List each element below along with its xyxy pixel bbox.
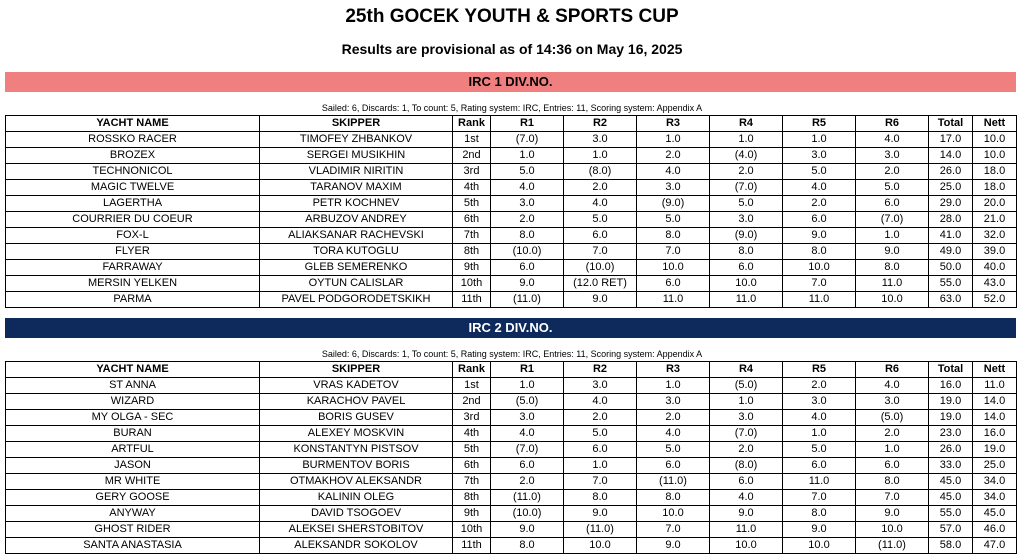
table-cell: 9.0 xyxy=(491,522,564,538)
table-cell: 25.0 xyxy=(929,180,973,196)
table-cell: 2.0 xyxy=(491,212,564,228)
table-cell: 45.0 xyxy=(973,506,1017,522)
table-row xyxy=(6,522,1017,538)
table-cell: 10.0 xyxy=(783,538,856,554)
table-cell: ANYWAY xyxy=(6,506,260,522)
column-header: Total xyxy=(929,362,973,378)
table-cell: 1.0 xyxy=(783,132,856,148)
column-header: R4 xyxy=(710,362,783,378)
table-row xyxy=(6,426,1017,442)
table-cell: 7.0 xyxy=(564,474,637,490)
table-cell: ARBUZOV ANDREY xyxy=(260,212,453,228)
column-header: YACHT NAME xyxy=(6,116,260,132)
column-header: R1 xyxy=(491,362,564,378)
table-cell: 40.0 xyxy=(973,260,1017,276)
table-cell: 11.0 xyxy=(710,292,783,308)
column-header: R2 xyxy=(564,362,637,378)
table-cell: 11.0 xyxy=(783,474,856,490)
table-cell: 10.0 xyxy=(973,148,1017,164)
table-cell: 8th xyxy=(453,244,491,260)
table-cell: 2.0 xyxy=(564,410,637,426)
table-cell: 49.0 xyxy=(929,244,973,260)
table-cell: 3.0 xyxy=(710,410,783,426)
table-cell: BORIS GUSEV xyxy=(260,410,453,426)
table-cell: 6th xyxy=(453,212,491,228)
table-cell: 8th xyxy=(453,490,491,506)
table-cell: 6.0 xyxy=(710,474,783,490)
table-cell: 10.0 xyxy=(973,132,1017,148)
table-cell: 10.0 xyxy=(710,276,783,292)
table-cell: 3.0 xyxy=(783,148,856,164)
table-cell: 3.0 xyxy=(637,394,710,410)
table-cell: (11.0) xyxy=(856,538,929,554)
table-cell: ALEXEY MOSKVIN xyxy=(260,426,453,442)
table-cell: 58.0 xyxy=(929,538,973,554)
table-cell: MAGIC TWELVE xyxy=(6,180,260,196)
table-cell: 9.0 xyxy=(856,506,929,522)
table-cell: 2.0 xyxy=(710,164,783,180)
table-cell: 7.0 xyxy=(856,490,929,506)
division-header-irc1: IRC 1 DIV.NO. xyxy=(5,72,1016,92)
page-title: 25th GOCEK YOUTH & SPORTS CUP xyxy=(345,6,679,27)
table-cell: 19.0 xyxy=(929,410,973,426)
table-cell: 1.0 xyxy=(710,394,783,410)
results-table-irc1 xyxy=(5,115,1017,308)
table-cell: 8.0 xyxy=(491,228,564,244)
table-cell: (9.0) xyxy=(637,196,710,212)
table-cell: FARRAWAY xyxy=(6,260,260,276)
table-cell: 45.0 xyxy=(929,490,973,506)
table-cell: 2.0 xyxy=(783,196,856,212)
table-cell: 8.0 xyxy=(564,490,637,506)
table-cell: 6.0 xyxy=(564,442,637,458)
table-row xyxy=(6,228,1017,244)
table-cell: MR WHITE xyxy=(6,474,260,490)
table-cell: FOX-L xyxy=(6,228,260,244)
table-cell: BURAN xyxy=(6,426,260,442)
table-cell: MERSIN YELKEN xyxy=(6,276,260,292)
table-cell: 8.0 xyxy=(856,260,929,276)
table-cell: 9.0 xyxy=(856,244,929,260)
table-cell: ST ANNA xyxy=(6,378,260,394)
table-cell: 9.0 xyxy=(783,228,856,244)
table-cell: 16.0 xyxy=(929,378,973,394)
table-row xyxy=(6,474,1017,490)
table-cell: 10.0 xyxy=(856,522,929,538)
table-cell: 43.0 xyxy=(973,276,1017,292)
table-cell: FLYER xyxy=(6,244,260,260)
table-cell: 5.0 xyxy=(783,164,856,180)
table-cell: KARACHOV PAVEL xyxy=(260,394,453,410)
table-cell: 3.0 xyxy=(491,196,564,212)
table-cell: 4.0 xyxy=(856,378,929,394)
table-cell: TIMOFEY ZHBANKOV xyxy=(260,132,453,148)
table-cell: (9.0) xyxy=(710,228,783,244)
table-cell: 7th xyxy=(453,228,491,244)
table-cell: 10.0 xyxy=(783,260,856,276)
table-cell: 10.0 xyxy=(637,506,710,522)
table-cell: GERY GOOSE xyxy=(6,490,260,506)
table-cell: 4.0 xyxy=(491,426,564,442)
table-cell: 25.0 xyxy=(973,458,1017,474)
table-row xyxy=(6,212,1017,228)
table-row xyxy=(6,458,1017,474)
table-row xyxy=(6,244,1017,260)
table-cell: 3.0 xyxy=(564,132,637,148)
table-cell: PARMA xyxy=(6,292,260,308)
table-cell: 5.0 xyxy=(564,212,637,228)
column-header: R5 xyxy=(783,116,856,132)
table-cell: 26.0 xyxy=(929,442,973,458)
table-cell: 5.0 xyxy=(637,442,710,458)
table-cell: JASON xyxy=(6,458,260,474)
column-header: SKIPPER xyxy=(260,362,453,378)
column-header: YACHT NAME xyxy=(6,362,260,378)
table-cell: 9th xyxy=(453,260,491,276)
table-cell: 8.0 xyxy=(783,506,856,522)
table-cell: 11.0 xyxy=(783,292,856,308)
table-cell: 18.0 xyxy=(973,164,1017,180)
column-header: Rank xyxy=(453,116,491,132)
table-cell: 4.0 xyxy=(491,180,564,196)
table-cell: 10th xyxy=(453,522,491,538)
table-cell: 5th xyxy=(453,196,491,212)
table-cell: 9.0 xyxy=(783,522,856,538)
table-cell: (11.0) xyxy=(491,292,564,308)
table-cell: 34.0 xyxy=(973,474,1017,490)
table-cell: OTMAKHOV ALEKSANDR xyxy=(260,474,453,490)
table-cell: 4th xyxy=(453,180,491,196)
table-cell: 6.0 xyxy=(710,260,783,276)
table-cell: 11.0 xyxy=(856,276,929,292)
table-cell: GHOST RIDER xyxy=(6,522,260,538)
table-cell: 4.0 xyxy=(783,410,856,426)
table-cell: BURMENTOV BORIS xyxy=(260,458,453,474)
column-header: R1 xyxy=(491,116,564,132)
table-cell: (11.0) xyxy=(491,490,564,506)
table-cell: 11.0 xyxy=(973,378,1017,394)
table-cell: 6.0 xyxy=(637,458,710,474)
column-header: Rank xyxy=(453,362,491,378)
table-cell: WIZARD xyxy=(6,394,260,410)
table-cell: 4.0 xyxy=(710,490,783,506)
table-cell: 11th xyxy=(453,538,491,554)
table-cell: 21.0 xyxy=(973,212,1017,228)
table-cell: (7.0) xyxy=(856,212,929,228)
table-header-row xyxy=(6,362,1017,378)
table-row xyxy=(6,276,1017,292)
table-cell: 4.0 xyxy=(637,164,710,180)
table-cell: 1st xyxy=(453,132,491,148)
table-cell: 3rd xyxy=(453,164,491,180)
table-cell: TARANOV MAXIM xyxy=(260,180,453,196)
table-cell: 3.0 xyxy=(856,394,929,410)
table-cell: ALIAKSANAR RACHEVSKI xyxy=(260,228,453,244)
table-cell: 2.0 xyxy=(856,164,929,180)
table-cell: 1.0 xyxy=(856,442,929,458)
table-cell: 14.0 xyxy=(973,410,1017,426)
column-header: R3 xyxy=(637,116,710,132)
table-cell: 63.0 xyxy=(929,292,973,308)
column-header: Nett xyxy=(973,116,1017,132)
table-cell: 7.0 xyxy=(783,276,856,292)
table-cell: 9.0 xyxy=(637,538,710,554)
table-cell: 7.0 xyxy=(637,244,710,260)
table-cell: ARTFUL xyxy=(6,442,260,458)
table-cell: 5.0 xyxy=(491,164,564,180)
table-cell: SERGEI MUSIKHIN xyxy=(260,148,453,164)
table-cell: 9.0 xyxy=(564,506,637,522)
table-cell: 28.0 xyxy=(929,212,973,228)
table-cell: 7.0 xyxy=(564,244,637,260)
table-cell: ROSSKO RACER xyxy=(6,132,260,148)
table-row xyxy=(6,260,1017,276)
table-cell: 20.0 xyxy=(973,196,1017,212)
table-cell: 9.0 xyxy=(710,506,783,522)
table-cell: 5th xyxy=(453,442,491,458)
table-row xyxy=(6,442,1017,458)
table-cell: (7.0) xyxy=(710,426,783,442)
table-cell: 10.0 xyxy=(856,292,929,308)
column-header: R4 xyxy=(710,116,783,132)
table-cell: 8.0 xyxy=(710,244,783,260)
table-cell: 26.0 xyxy=(929,164,973,180)
column-header: R3 xyxy=(637,362,710,378)
table-cell: 6th xyxy=(453,458,491,474)
table-cell: LAGERTHA xyxy=(6,196,260,212)
table-cell: 6.0 xyxy=(783,212,856,228)
table-cell: 3.0 xyxy=(710,212,783,228)
table-cell: TORA KUTOGLU xyxy=(260,244,453,260)
table-cell: 3.0 xyxy=(783,394,856,410)
table-cell: 11.0 xyxy=(637,292,710,308)
table-cell: (12.0 RET) xyxy=(564,276,637,292)
table-cell: 23.0 xyxy=(929,426,973,442)
table-cell: 1.0 xyxy=(710,132,783,148)
table-cell: BROZEX xyxy=(6,148,260,164)
table-cell: 6.0 xyxy=(783,458,856,474)
table-cell: 4.0 xyxy=(564,394,637,410)
division-header-irc2: IRC 2 DIV.NO. xyxy=(5,318,1016,338)
table-row xyxy=(6,394,1017,410)
table-cell: 3.0 xyxy=(491,410,564,426)
table-cell: 1.0 xyxy=(564,458,637,474)
table-cell: 9.0 xyxy=(491,276,564,292)
table-row xyxy=(6,490,1017,506)
table-cell: 10.0 xyxy=(564,538,637,554)
table-cell: 2.0 xyxy=(564,180,637,196)
table-row xyxy=(6,506,1017,522)
table-cell: 5.0 xyxy=(637,212,710,228)
column-header: SKIPPER xyxy=(260,116,453,132)
table-cell: 1.0 xyxy=(637,378,710,394)
table-cell: 1.0 xyxy=(564,148,637,164)
division-meta-irc1: Sailed: 6, Discards: 1, To count: 5, Rating system: IRC, Entries: 11, Scoring system: Appendix A xyxy=(321,103,703,113)
table-cell: 6.0 xyxy=(491,458,564,474)
table-cell: 2.0 xyxy=(856,426,929,442)
table-cell: 55.0 xyxy=(929,276,973,292)
table-cell: 5.0 xyxy=(856,180,929,196)
table-cell: 3.0 xyxy=(564,378,637,394)
table-cell: 10th xyxy=(453,276,491,292)
column-header: R2 xyxy=(564,116,637,132)
table-cell: MY OLGA - SEC xyxy=(6,410,260,426)
table-cell: 34.0 xyxy=(973,490,1017,506)
table-cell: 1.0 xyxy=(491,148,564,164)
table-cell: 3.0 xyxy=(637,180,710,196)
table-cell: 1.0 xyxy=(491,378,564,394)
table-cell: OYTUN CALISLAR xyxy=(260,276,453,292)
table-cell: (5.0) xyxy=(710,378,783,394)
table-cell: (7.0) xyxy=(710,180,783,196)
table-cell: 6.0 xyxy=(491,260,564,276)
table-row xyxy=(6,180,1017,196)
table-cell: 14.0 xyxy=(929,148,973,164)
table-cell: 1st xyxy=(453,378,491,394)
table-cell: 1.0 xyxy=(856,228,929,244)
table-cell: 33.0 xyxy=(929,458,973,474)
table-cell: 2.0 xyxy=(491,474,564,490)
table-row xyxy=(6,196,1017,212)
table-cell: 5.0 xyxy=(564,426,637,442)
table-cell: (11.0) xyxy=(564,522,637,538)
table-cell: 2.0 xyxy=(637,148,710,164)
table-cell: 2nd xyxy=(453,148,491,164)
table-cell: VLADIMIR NIRITIN xyxy=(260,164,453,180)
division-meta-irc2: Sailed: 6, Discards: 1, To count: 5, Rating system: IRC, Entries: 11, Scoring system: Appendix A xyxy=(321,349,703,359)
table-cell: ALEKSANDR SOKOLOV xyxy=(260,538,453,554)
table-cell: 5.0 xyxy=(710,196,783,212)
table-cell: 14.0 xyxy=(973,394,1017,410)
table-cell: 16.0 xyxy=(973,426,1017,442)
table-cell: 10.0 xyxy=(637,260,710,276)
table-cell: PETR KOCHNEV xyxy=(260,196,453,212)
table-cell: (7.0) xyxy=(491,132,564,148)
table-cell: 55.0 xyxy=(929,506,973,522)
table-cell: (8.0) xyxy=(564,164,637,180)
column-header: R6 xyxy=(856,362,929,378)
table-cell: (5.0) xyxy=(491,394,564,410)
table-cell: 57.0 xyxy=(929,522,973,538)
table-cell: 2.0 xyxy=(710,442,783,458)
table-cell: 6.0 xyxy=(637,276,710,292)
table-cell: 6.0 xyxy=(564,228,637,244)
table-cell: 3.0 xyxy=(856,148,929,164)
table-cell: 6.0 xyxy=(856,196,929,212)
table-cell: GLEB SEMERENKO xyxy=(260,260,453,276)
table-cell: 8.0 xyxy=(491,538,564,554)
table-cell: 4.0 xyxy=(637,426,710,442)
table-cell: (10.0) xyxy=(564,260,637,276)
table-cell: DAVID TSOGOEV xyxy=(260,506,453,522)
table-cell: (11.0) xyxy=(637,474,710,490)
table-row xyxy=(6,410,1017,426)
table-cell: 32.0 xyxy=(973,228,1017,244)
table-cell: 4.0 xyxy=(564,196,637,212)
table-cell: 8.0 xyxy=(637,228,710,244)
column-header: Total xyxy=(929,116,973,132)
table-cell: 41.0 xyxy=(929,228,973,244)
table-cell: 47.0 xyxy=(973,538,1017,554)
table-cell: KONSTANTYN PISTSOV xyxy=(260,442,453,458)
table-cell: 52.0 xyxy=(973,292,1017,308)
table-row xyxy=(6,378,1017,394)
page-subtitle: Results are provisional as of 14:36 on May 16, 2025 xyxy=(341,41,683,57)
table-cell: PAVEL PODGORODETSKIKH xyxy=(260,292,453,308)
table-cell: 5.0 xyxy=(783,442,856,458)
table-cell: 1.0 xyxy=(637,132,710,148)
table-cell: 2nd xyxy=(453,394,491,410)
table-cell: KALININ OLEG xyxy=(260,490,453,506)
table-cell: 18.0 xyxy=(973,180,1017,196)
table-cell: 9.0 xyxy=(564,292,637,308)
table-cell: 46.0 xyxy=(973,522,1017,538)
table-cell: (4.0) xyxy=(710,148,783,164)
table-cell: SANTA ANASTASIA xyxy=(6,538,260,554)
column-header: R5 xyxy=(783,362,856,378)
table-cell: 2.0 xyxy=(637,410,710,426)
table-cell: 7th xyxy=(453,474,491,490)
table-cell: 19.0 xyxy=(973,442,1017,458)
results-table-irc2 xyxy=(5,361,1017,554)
table-cell: ALEKSEI SHERSTOBITOV xyxy=(260,522,453,538)
table-row xyxy=(6,538,1017,554)
table-row xyxy=(6,148,1017,164)
table-cell: 3rd xyxy=(453,410,491,426)
table-cell: 29.0 xyxy=(929,196,973,212)
table-cell: (10.0) xyxy=(491,244,564,260)
table-cell: 4.0 xyxy=(783,180,856,196)
table-cell: 8.0 xyxy=(856,474,929,490)
table-cell: 4th xyxy=(453,426,491,442)
table-cell: 7.0 xyxy=(783,490,856,506)
table-cell: 39.0 xyxy=(973,244,1017,260)
table-cell: 6.0 xyxy=(856,458,929,474)
table-header-row xyxy=(6,116,1017,132)
table-cell: VRAS KADETOV xyxy=(260,378,453,394)
column-header: Nett xyxy=(973,362,1017,378)
table-cell: TECHNONICOL xyxy=(6,164,260,180)
table-cell: 4.0 xyxy=(856,132,929,148)
table-cell: 8.0 xyxy=(637,490,710,506)
table-row xyxy=(6,164,1017,180)
table-cell: (7.0) xyxy=(491,442,564,458)
table-cell: 11th xyxy=(453,292,491,308)
table-cell: (10.0) xyxy=(491,506,564,522)
column-header: R6 xyxy=(856,116,929,132)
table-cell: (8.0) xyxy=(710,458,783,474)
table-row xyxy=(6,292,1017,308)
table-cell: 45.0 xyxy=(929,474,973,490)
table-cell: COURRIER DU COEUR xyxy=(6,212,260,228)
table-cell: 17.0 xyxy=(929,132,973,148)
table-cell: 8.0 xyxy=(783,244,856,260)
table-cell: 19.0 xyxy=(929,394,973,410)
table-row xyxy=(6,132,1017,148)
table-cell: 10.0 xyxy=(710,538,783,554)
table-cell: (5.0) xyxy=(856,410,929,426)
table-cell: 7.0 xyxy=(637,522,710,538)
table-cell: 9th xyxy=(453,506,491,522)
table-cell: 50.0 xyxy=(929,260,973,276)
table-cell: 11.0 xyxy=(710,522,783,538)
table-cell: 1.0 xyxy=(783,426,856,442)
table-cell: 2.0 xyxy=(783,378,856,394)
